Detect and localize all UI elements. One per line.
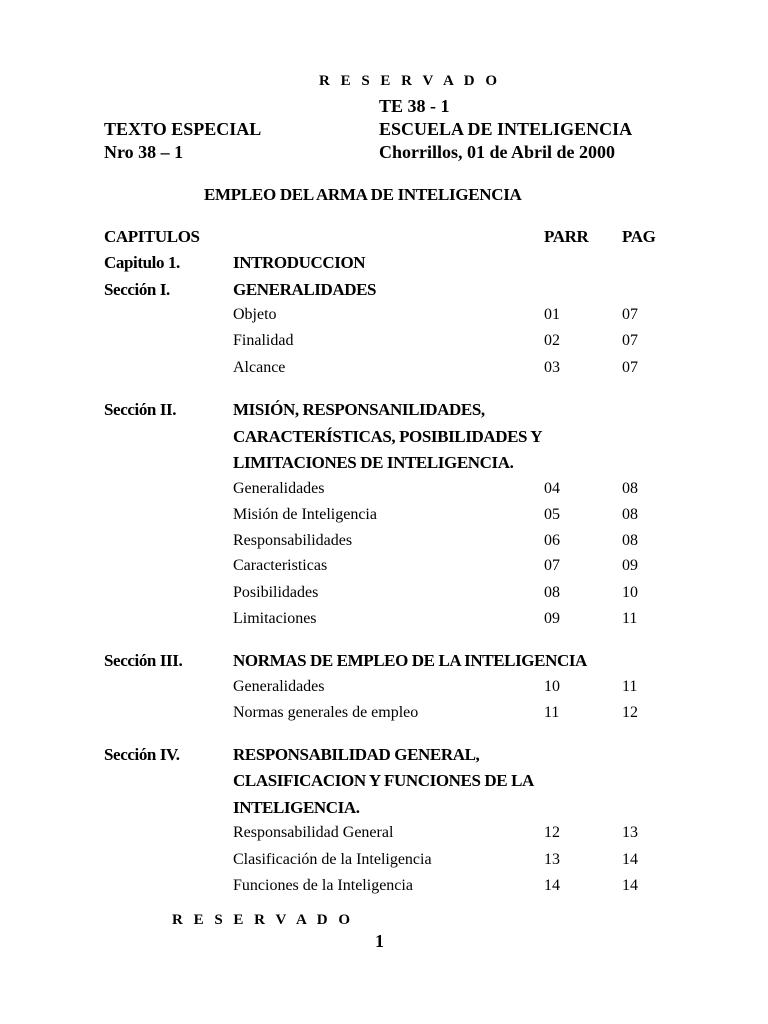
section-title: NORMAS DE EMPLEO DE LA INTELIGENCIA: [233, 651, 587, 670]
section-title: GENERALIDADES: [233, 280, 377, 299]
document-title: EMPLEO DEL ARMA DE INTELIGENCIA: [204, 185, 522, 204]
toc-item-pag: 11: [622, 610, 638, 627]
section-title: LIMITACIONES DE INTELIGENCIA.: [233, 453, 514, 472]
document-date: Chorrillos, 01 de Abril de 2000: [379, 142, 616, 162]
section-title: CLASIFICACION Y FUNCIONES DE LA: [233, 771, 534, 790]
toc-item-pag: 07: [622, 306, 638, 323]
toc-item-parr: 02: [544, 332, 560, 349]
toc-item-parr: 09: [544, 610, 560, 627]
toc-item-parr: 12: [544, 824, 560, 841]
section-title: INTELIGENCIA.: [233, 798, 360, 817]
document-number: Nro 38 – 1: [104, 142, 184, 162]
section-title: CARACTERÍSTICAS, POSIBILIDADES Y: [233, 427, 543, 446]
chapter-title: INTRODUCCION: [233, 253, 366, 272]
toc-item: Clasificación de la Inteligencia: [233, 851, 432, 868]
toc-item-parr: 11: [544, 704, 560, 721]
toc-item-pag: 07: [622, 359, 638, 376]
toc-item-pag: 14: [622, 877, 638, 894]
document-code: TE 38 - 1: [379, 96, 450, 116]
toc-header-capitulos: CAPITULOS: [104, 227, 200, 246]
toc-item-parr: 01: [544, 306, 560, 323]
toc-item-parr: 10: [544, 678, 560, 695]
toc-item-parr: 14: [544, 877, 560, 894]
toc-item: Responsabilidad General: [233, 824, 394, 841]
toc-item: Funciones de la Inteligencia: [233, 877, 413, 894]
classification-mark-top: R E S E R V A D O: [319, 73, 501, 89]
page-number: 1: [375, 931, 384, 951]
toc-item-pag: 13: [622, 824, 638, 841]
toc-item-pag: 10: [622, 584, 638, 601]
toc-item: Finalidad: [233, 332, 294, 349]
document-type: TEXTO ESPECIAL: [104, 119, 262, 139]
toc-item-parr: 03: [544, 359, 560, 376]
toc-item: Normas generales de empleo: [233, 704, 419, 721]
toc-item-pag: 11: [622, 678, 638, 695]
toc-item: Posibilidades: [233, 584, 319, 601]
toc-item-parr: 08: [544, 584, 560, 601]
toc-item: Generalidades: [233, 480, 325, 497]
toc-item: Limitaciones: [233, 610, 317, 627]
toc-item-pag: 08: [622, 506, 638, 523]
toc-item-parr: 07: [544, 557, 560, 574]
section-title: MISIÓN, RESPONSANILIDADES,: [233, 400, 485, 419]
toc-header-parr: PARR: [544, 227, 589, 246]
toc-item-parr: 13: [544, 851, 560, 868]
toc-item: Generalidades: [233, 678, 325, 695]
toc-item-parr: 04: [544, 480, 560, 497]
toc-item-pag: 14: [622, 851, 638, 868]
toc-item: Alcance: [233, 359, 286, 376]
classification-mark-bottom: R E S E R V A D O: [172, 912, 354, 928]
section-title: RESPONSABILIDAD GENERAL,: [233, 745, 480, 764]
toc-item-pag: 09: [622, 557, 638, 574]
section-label: Sección I.: [104, 280, 170, 299]
school-name: ESCUELA DE INTELIGENCIA: [379, 119, 633, 139]
toc-header-pag: PAG: [622, 227, 656, 246]
toc-item: Objeto: [233, 306, 277, 323]
section-label: Sección IV.: [104, 745, 180, 764]
toc-item-pag: 07: [622, 332, 638, 349]
toc-item-pag: 12: [622, 704, 638, 721]
chapter-label: Capitulo 1.: [104, 253, 180, 272]
toc-item: Caracteristicas: [233, 557, 328, 574]
toc-item-parr: 06: [544, 532, 560, 549]
toc-item-pag: 08: [622, 480, 638, 497]
section-label: Sección III.: [104, 651, 183, 670]
toc-item: Misión de Inteligencia: [233, 506, 377, 523]
toc-item-pag: 08: [622, 532, 638, 549]
toc-item-parr: 05: [544, 506, 560, 523]
section-label: Sección II.: [104, 400, 177, 419]
toc-item: Responsabilidades: [233, 532, 353, 549]
